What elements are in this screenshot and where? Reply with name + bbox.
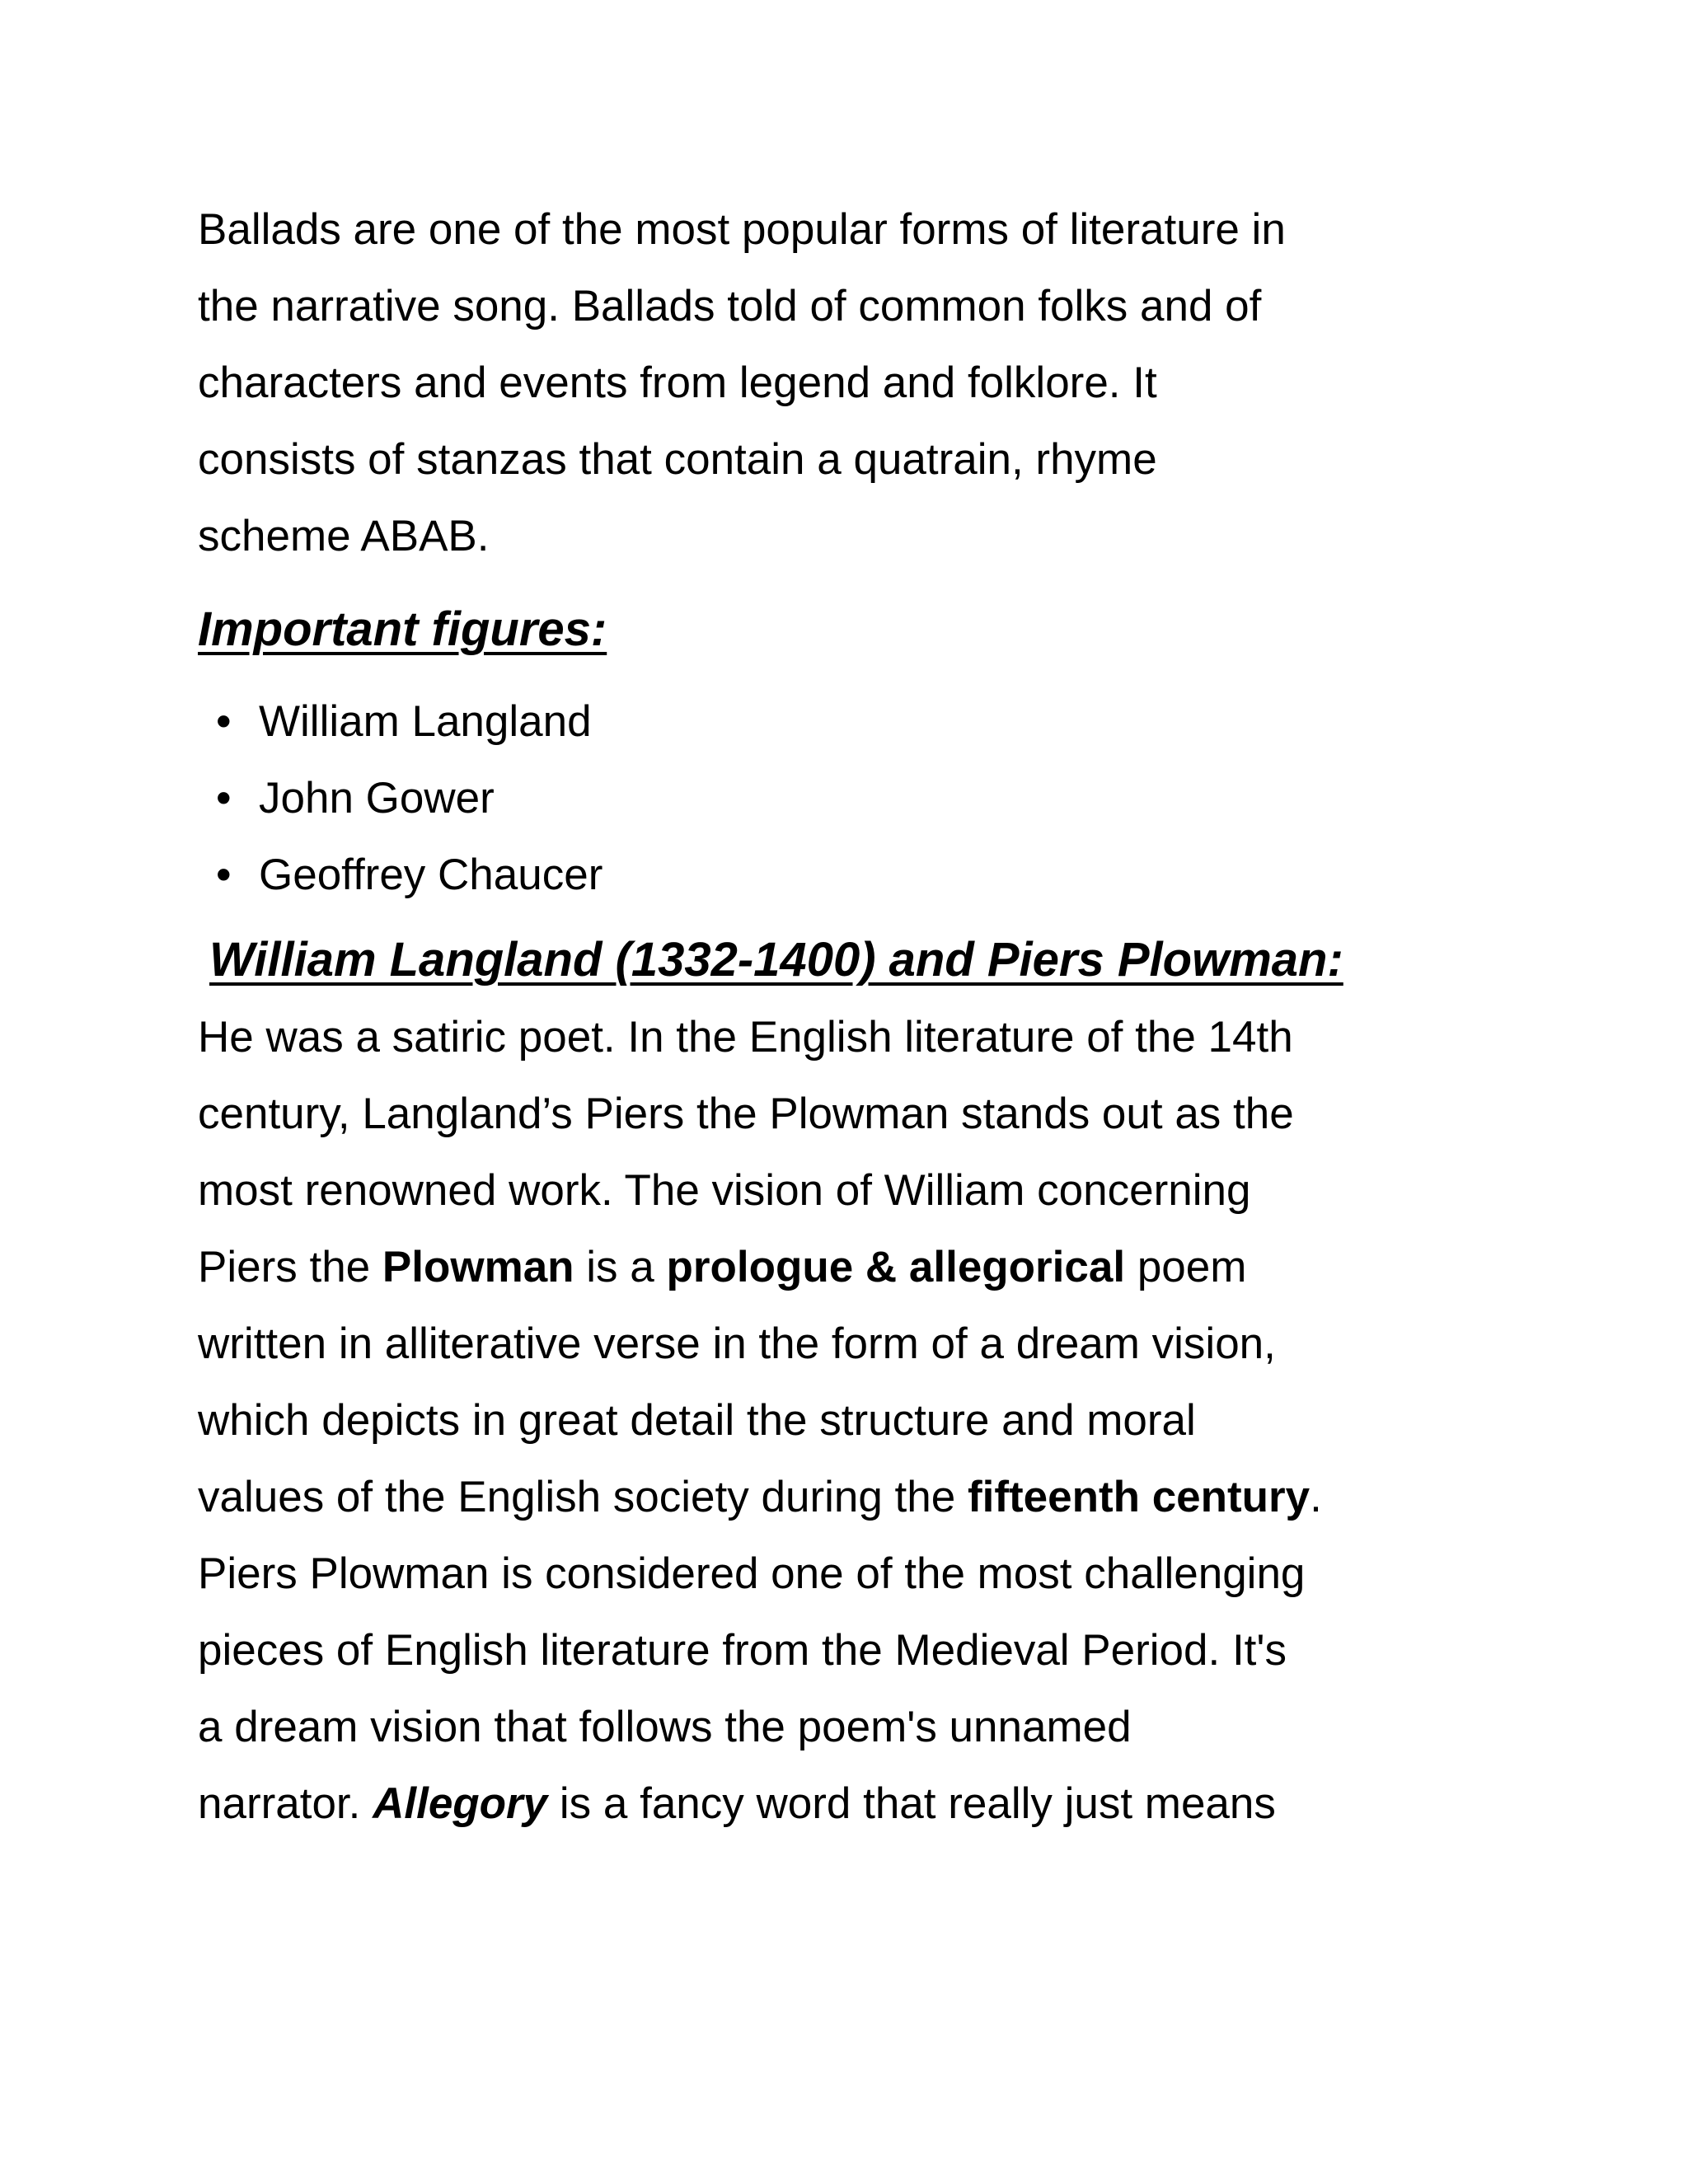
langland-line-11 <box>198 1765 1533 1842</box>
text-run: narrator. <box>198 1779 373 1828</box>
important-figures-heading: Important figures: <box>198 602 607 656</box>
text-run: poem <box>1125 1243 1247 1291</box>
langland-line-5: written in alliterative verse in the form of a dream vision, <box>198 1319 1276 1368</box>
intro-line-4: consists of stanzas that contain a quatrain, rhyme <box>198 435 1157 484</box>
bold-text-fifteenth-century: fifteenth century <box>967 1473 1311 1521</box>
langland-line-8: Piers Plowman is considered one of the most challenging <box>198 1549 1306 1598</box>
langland-line-4 <box>198 1229 1533 1305</box>
bold-text-prologue-allegorical: prologue & allegorical <box>666 1243 1126 1291</box>
bold-text-plowman: Plowman <box>382 1243 574 1291</box>
text-run: . <box>1310 1473 1322 1521</box>
list-item-label: Geoffrey Chaucer <box>259 851 603 899</box>
intro-paragraph <box>198 191 1533 574</box>
langland-line-9: pieces of English literature from the Medieval Period. It's <box>198 1626 1287 1675</box>
langland-paragraph <box>198 999 1533 1842</box>
bold-italic-text-allegory: Allegory <box>373 1779 548 1828</box>
langland-line-1: He was a satiric poet. In the English literature of the 14th <box>198 1013 1293 1062</box>
figures-list <box>198 683 1533 913</box>
list-item <box>198 760 1533 837</box>
bullet-icon: • <box>216 851 232 899</box>
langland-line-2: century, Langland’s Piers the Plowman stands out as the <box>198 1090 1294 1138</box>
langland-line-3: most renowned work. The vision of William concerning <box>198 1166 1251 1215</box>
bullet-icon: • <box>216 774 232 823</box>
intro-line-3: characters and events from legend and folklore. It <box>198 359 1157 407</box>
text-run: values of the English society during the <box>198 1473 968 1521</box>
list-item-label: William Langland <box>259 697 592 746</box>
list-item <box>198 683 1533 760</box>
intro-line-5: scheme ABAB. <box>198 512 490 560</box>
langland-line-7 <box>198 1459 1533 1535</box>
text-run: is a fancy word that really just means <box>547 1779 1276 1828</box>
langland-heading: William Langland (1332-1400) and Piers Plowman: <box>209 933 1343 987</box>
text-run: Piers the <box>198 1243 382 1291</box>
text-run: is a <box>574 1243 667 1291</box>
intro-line-2: the narrative song. Ballads told of common folks and of <box>198 282 1262 330</box>
bullet-icon: • <box>216 697 232 746</box>
langland-line-6: which depicts in great detail the structure and moral <box>198 1396 1196 1445</box>
langland-line-10: a dream vision that follows the poem's unnamed <box>198 1703 1132 1751</box>
intro-line-1: Ballads are one of the most popular forms of literature in <box>198 205 1286 254</box>
list-item <box>198 837 1533 913</box>
list-item-label: John Gower <box>259 774 495 823</box>
document-content <box>198 191 1533 1842</box>
